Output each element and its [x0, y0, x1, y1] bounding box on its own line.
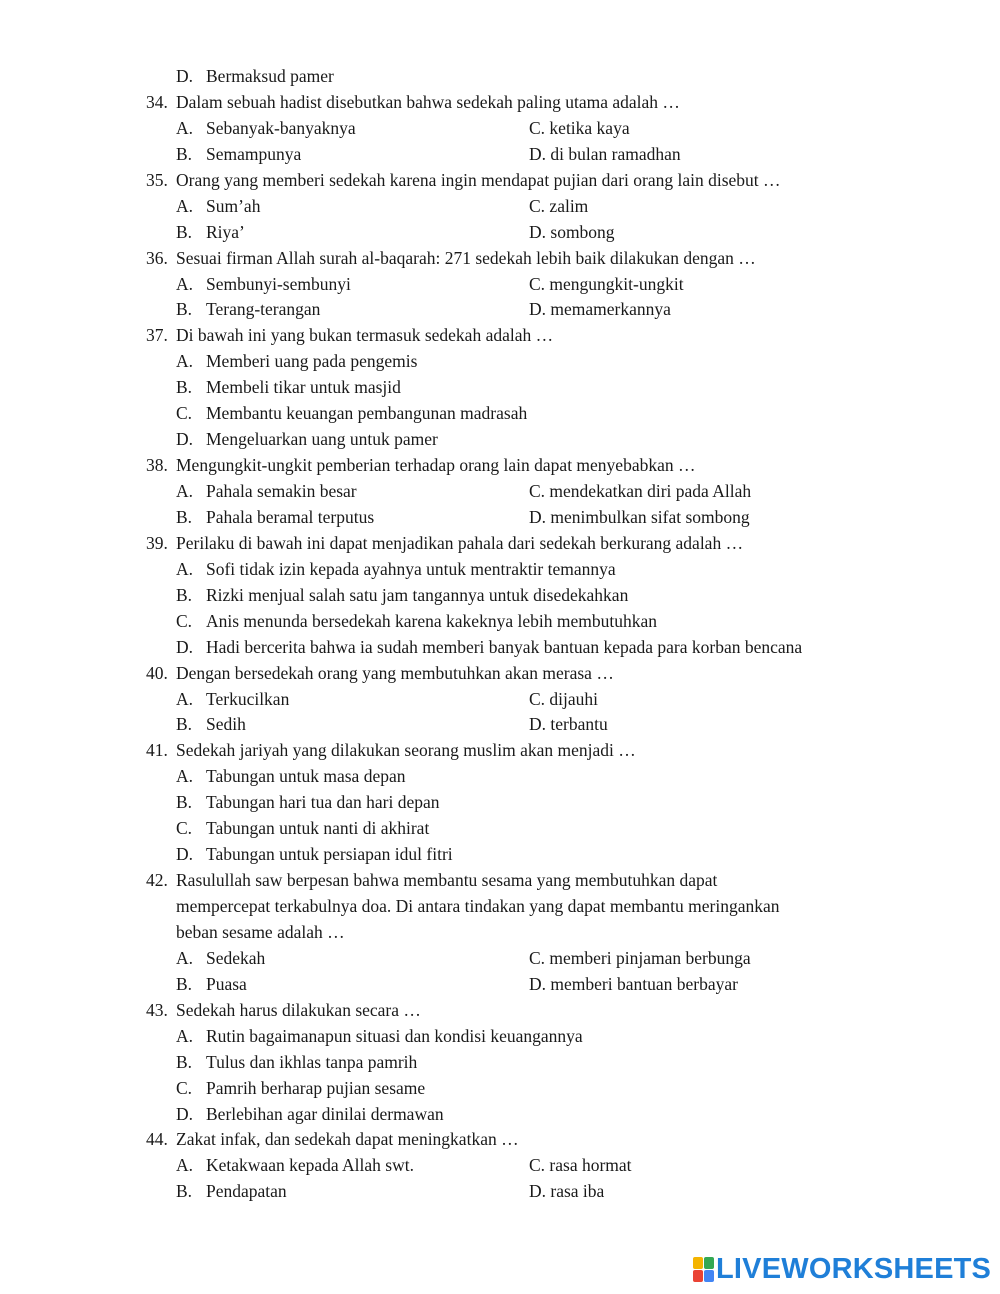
question-text: Dengan bersedekah orang yang membutuhkan akan merasa … [176, 662, 614, 683]
question-text: Di bawah ini yang bukan termasuk sedekah adalah … [176, 325, 554, 346]
answer-option [0, 790, 1000, 816]
option-letter: A. [176, 766, 194, 787]
question-number: 37. [146, 325, 168, 346]
option-right: C. mendekatkan diri pada Allah [529, 481, 752, 501]
option-letter: D. [176, 429, 194, 450]
option-letter: B. [176, 973, 193, 994]
answer-option [0, 1102, 1000, 1128]
option-letter: B. [176, 221, 193, 242]
option-text: Rizki menjual salah satu jam tangannya untuk disedekahkan [206, 584, 629, 605]
option-letter: D. [176, 1103, 194, 1124]
option-text: Tabungan hari tua dan hari depan [206, 792, 440, 813]
option-letter: B. [176, 584, 193, 605]
option-letter: A. [176, 351, 194, 372]
option-letter: B. [176, 1051, 193, 1072]
option-letter: A. [176, 273, 194, 294]
option-text: Sofi tidak izin kepada ayahnya untuk mentraktir temannya [206, 558, 616, 579]
question-number: 43. [146, 999, 168, 1020]
option-letter: A. [176, 947, 194, 968]
liveworksheets-brand[interactable] [693, 1253, 991, 1285]
option-text: Tulus dan ikhlas tanpa pamrih [206, 1051, 418, 1072]
option-text: Anis menunda bersedekah karena kakeknya lebih membutuhkan [206, 610, 657, 631]
option-text: Ketakwaan kepada Allah swt. [206, 1155, 414, 1176]
question-number: 39. [146, 532, 168, 553]
answer-option-pair [0, 116, 1000, 142]
option-letter: B. [176, 377, 193, 398]
brand-name: LIVEWORKSHEETS [716, 1252, 992, 1285]
option-letter: A. [176, 1025, 194, 1046]
answer-option [0, 816, 1000, 842]
option-letter: C. [176, 1077, 193, 1098]
question-text: beban sesame adalah … [176, 921, 345, 942]
option-right: D. di bulan ramadhan [529, 143, 681, 164]
question-line [0, 453, 1000, 479]
option-right: C. rasa hormat [529, 1155, 632, 1176]
option-text: Tabungan untuk nanti di akhirat [206, 818, 430, 839]
option-right: C. zalim [529, 195, 589, 216]
question-line [0, 998, 1000, 1024]
option-text: Tabungan untuk persiapan idul fitri [206, 844, 453, 865]
question-text: Zakat infak, dan sedekah dapat meningkatkan … [176, 1129, 519, 1150]
option-text: Rutin bagaimanapun situasi dan kondisi keuangannya [206, 1025, 583, 1046]
option-text: Sebanyak-banyaknya [206, 117, 356, 138]
option-right: D. memamerkannya [529, 299, 671, 320]
question-line [0, 246, 1000, 272]
option-right: C. ketika kaya [529, 117, 630, 138]
question-line [0, 90, 1000, 116]
answer-option [0, 764, 1000, 790]
option-letter: A. [176, 481, 194, 501]
option-letter: A. [176, 1155, 194, 1176]
option-letter: A. [176, 195, 194, 216]
option-text: Berlebihan agar dinilai dermawan [206, 1103, 444, 1124]
answer-option-pair [0, 194, 1000, 220]
answer-option-pair [0, 220, 1000, 246]
question-line [0, 868, 1000, 894]
option-text: Sembunyi-sembunyi [206, 273, 351, 294]
answer-option-pair [0, 297, 1000, 323]
question-text: Rasulullah saw berpesan bahwa membantu sesama yang membutuhkan dapat [176, 870, 718, 891]
option-text: Membeli tikar untuk masjid [206, 377, 401, 398]
option-right: D. menimbulkan sifat sombong [529, 506, 750, 527]
option-letter: C. [176, 403, 193, 424]
option-text: Puasa [206, 973, 247, 994]
option-letter: D. [176, 636, 194, 657]
option-text: Pendapatan [206, 1181, 287, 1202]
answer-option [0, 583, 1000, 609]
option-text: Tabungan untuk masa depan [206, 766, 406, 787]
answer-option-pair [0, 972, 1000, 998]
question-number: 40. [146, 662, 168, 683]
answer-option [0, 401, 1000, 427]
option-text: Pahala beramal terputus [206, 506, 375, 527]
question-text: Sedekah jariyah yang dilakukan seorang muslim akan menjadi … [176, 740, 636, 761]
question-text: mempercepat terkabulnya doa. Di antara tindakan yang dapat membantu meringankan [176, 896, 780, 916]
question-continuation [0, 920, 1000, 946]
option-text: Mengeluarkan uang untuk pamer [206, 429, 438, 450]
option-letter: B. [176, 714, 193, 735]
option-right: C. mengungkit-ungkit [529, 273, 684, 294]
question-text: Perilaku di bawah ini dapat menjadikan pahala dari sedekah berkurang adalah … [176, 532, 744, 553]
option-text: Sedekah [206, 947, 266, 968]
option-letter: C. [176, 818, 193, 839]
question-continuation [0, 894, 1000, 920]
answer-option-pair [0, 142, 1000, 168]
question-line [0, 1127, 1000, 1153]
question-number: 34. [146, 91, 168, 112]
option-letter: A. [176, 117, 194, 138]
answer-option [0, 1050, 1000, 1076]
option-text: Memberi uang pada pengemis [206, 351, 418, 372]
question-text: Mengungkit-ungkit pemberian terhadap orang lain dapat menyebabkan … [176, 455, 696, 476]
question-text: Sedekah harus dilakukan secara … [176, 999, 421, 1020]
liveworksheets-logo-icon [693, 1257, 713, 1281]
question-line [0, 531, 1000, 557]
answer-option [0, 375, 1000, 401]
option-right: D. sombong [529, 221, 615, 242]
option-text: Semampunya [206, 143, 302, 164]
option-letter: B. [176, 506, 193, 527]
option-letter: C. [176, 610, 193, 631]
question-line [0, 661, 1000, 687]
answer-option-pair [0, 712, 1000, 738]
option-text: Terang-terangan [206, 299, 321, 320]
option-text: Terkucilkan [206, 688, 290, 709]
option-text: Pamrih berharap pujian sesame [206, 1077, 426, 1098]
option-letter: B. [176, 143, 193, 164]
answer-option [0, 842, 1000, 868]
answer-option-pair [0, 1153, 1000, 1179]
option-text: Bermaksud pamer [206, 66, 334, 86]
option-text: Sedih [206, 714, 246, 735]
option-letter: B. [176, 299, 193, 320]
answer-option [0, 609, 1000, 635]
answer-option-pair [0, 687, 1000, 713]
option-letter: D. [176, 66, 194, 86]
answer-option-pair [0, 479, 1000, 505]
option-text: Hadi bercerita bahwa ia sudah memberi banyak bantuan kepada para korban bencana [206, 636, 803, 657]
option-right: C. memberi pinjaman berbunga [529, 947, 751, 968]
question-text: Sesuai firman Allah surah al-baqarah: 271 sedekah lebih baik dilakukan dengan … [176, 247, 756, 268]
option-letter: D. [176, 844, 194, 865]
option-right: D. memberi bantuan berbayar [529, 973, 738, 994]
question-number: 36. [146, 247, 168, 268]
option-text: Pahala semakin besar [206, 481, 357, 501]
option-right: D. rasa iba [529, 1181, 605, 1202]
answer-option [0, 349, 1000, 375]
option-text: Riya’ [206, 221, 245, 242]
question-number: 44. [146, 1129, 168, 1150]
answer-option-pair [0, 946, 1000, 972]
option-letter: A. [176, 688, 194, 709]
answer-option [0, 557, 1000, 583]
answer-option [0, 1076, 1000, 1102]
question-number: 41. [146, 740, 168, 761]
option-letter: A. [176, 558, 194, 579]
option-right: D. terbantu [529, 714, 608, 735]
answer-option [0, 427, 1000, 453]
question-line [0, 323, 1000, 349]
answer-option [0, 64, 1000, 90]
option-right: C. dijauhi [529, 688, 599, 709]
question-number: 38. [146, 455, 168, 476]
question-number: 42. [146, 870, 168, 891]
question-text: Orang yang memberi sedekah karena ingin mendapat pujian dari orang lain disebut … [176, 169, 781, 190]
answer-option [0, 1024, 1000, 1050]
option-text: Sum’ah [206, 195, 261, 216]
question-line [0, 738, 1000, 764]
answer-option [0, 635, 1000, 661]
answer-option-pair [0, 1179, 1000, 1205]
worksheet-page [0, 64, 1000, 1205]
question-text: Dalam sebuah hadist disebutkan bahwa sedekah paling utama adalah … [176, 91, 680, 112]
question-number: 35. [146, 169, 168, 190]
option-text: Membantu keuangan pembangunan madrasah [206, 403, 528, 424]
question-line [0, 168, 1000, 194]
option-letter: B. [176, 792, 193, 813]
option-letter: B. [176, 1181, 193, 1202]
answer-option-pair [0, 272, 1000, 298]
answer-option-pair [0, 505, 1000, 531]
